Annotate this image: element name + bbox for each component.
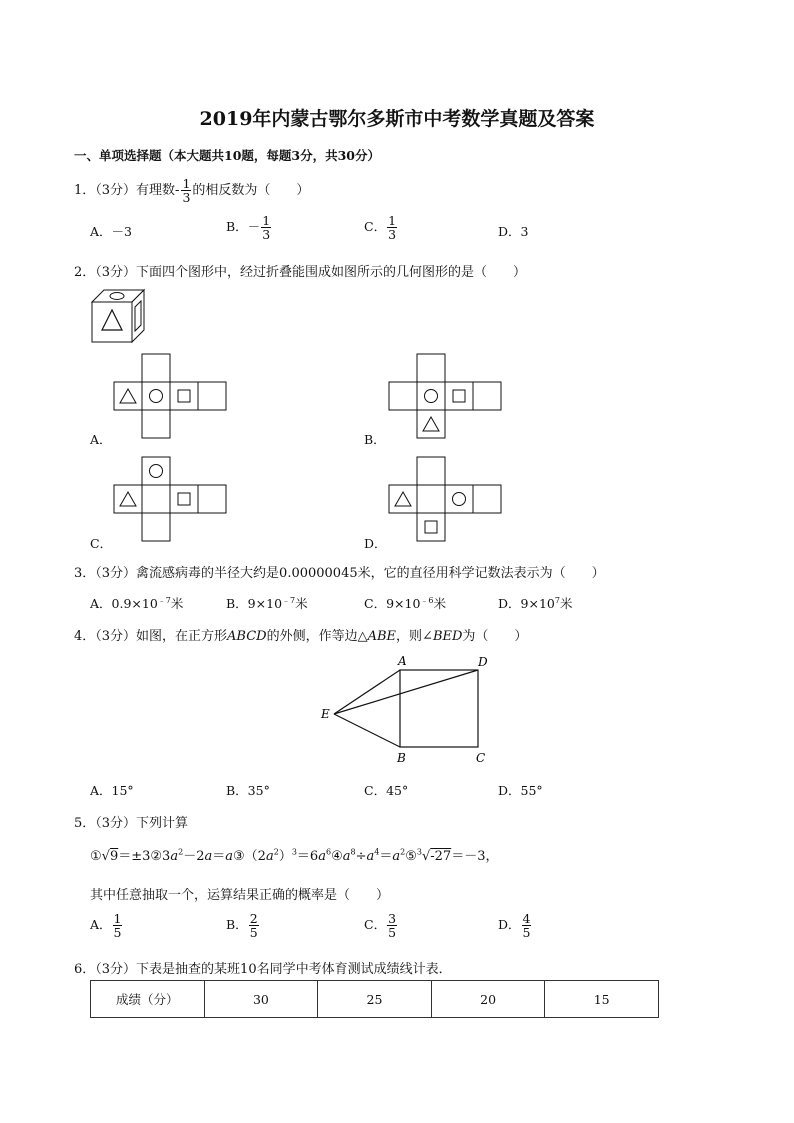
q3-option-b[interactable] [226, 594, 308, 612]
section-heading: 一、单项选择题（本大题共10题，每题3分，共30分） [74, 148, 380, 163]
q2-cube-figure [90, 288, 150, 343]
q4-abcd: ABCD [227, 629, 267, 644]
q3-b-unit: 米 [295, 596, 308, 611]
q5-b-prefix: B． [226, 917, 248, 932]
q5-e3c: ＝6 [296, 849, 319, 864]
table-cell: 30 [204, 981, 318, 1018]
q5-e1: ① [90, 849, 102, 864]
q4-label-a: A [398, 654, 407, 668]
q5-e4b: ÷ [355, 849, 367, 864]
q5-option-b[interactable] [226, 912, 260, 939]
q5-b-num: 2 [249, 911, 258, 926]
q5-e5-rest: ＝－3， [451, 849, 499, 864]
q1-option-a[interactable]: A．－3 [90, 224, 132, 239]
q4-stem-mid: 的外侧，作等边△ [266, 629, 368, 644]
q4-option-d[interactable]: D．55° [498, 783, 543, 798]
q4-option-a[interactable]: A．15° [90, 783, 134, 798]
question-2: 2．（3分）下面四个图形中，经过折叠能围成如图所示的几何图形的是（ ） [74, 265, 527, 280]
q5-a-prefix: A． [90, 917, 112, 932]
q1-option-c[interactable] [364, 214, 398, 241]
q5-c-num: 3 [388, 911, 397, 926]
question-3: 3．（3分）禽流感病毒的半径大约是0.00000045米，它的直径用科学记数法表示为（ ） [74, 566, 605, 581]
q2-net-d [388, 455, 506, 543]
q1-minus: - [175, 183, 180, 198]
q3-a-base: A．0.9×10 [90, 596, 158, 611]
q3-option-a[interactable] [90, 594, 183, 612]
q5-subquestion: 其中任意抽取一个，运算结果正确的概率是（ ） [90, 888, 390, 903]
q3-c-base: C．9×10 [364, 596, 421, 611]
q1-option-d[interactable]: D．3 [498, 224, 529, 239]
q1-stem-post: 的相反数为（ ） [192, 183, 310, 198]
q5-e1-radicand: 9 [109, 849, 119, 864]
q5-e3: ③（2 [233, 849, 266, 864]
q5-a-num: 1 [113, 911, 122, 926]
q2-option-b[interactable]: B． [364, 432, 386, 447]
q5-e4: ④ [331, 849, 343, 864]
q4-label-b: B [397, 751, 406, 765]
q4-label-c: C [476, 751, 486, 765]
q4-stem-pre: 4．（3分）如图，在正方形 [74, 629, 228, 644]
q3-d-base: D．9×10 [498, 596, 555, 611]
q5-c-fraction [387, 912, 397, 939]
q4-abe: ABE [367, 629, 397, 644]
q4-option-b[interactable]: B．35° [226, 783, 270, 798]
q5-d-den: 5 [522, 925, 531, 940]
q5-e5: ⑤ [405, 849, 417, 864]
q1-b-num: 1 [262, 213, 271, 228]
q4-label-e: E [321, 707, 330, 721]
q5-c-prefix: C． [364, 917, 387, 932]
q5-e3b: ） [278, 849, 292, 864]
q1-option-b-prefix: B．－ [226, 219, 261, 234]
q4-label-d: D [478, 655, 488, 669]
page-title: 2019年内蒙古鄂尔多斯市中考数学真题及答案 [199, 108, 595, 130]
q5-e2-rest: －2 [183, 849, 205, 864]
q5-d-num: 4 [522, 911, 531, 926]
q1-option-b-fraction [261, 214, 271, 241]
q5-b-den: 5 [249, 925, 258, 940]
q5-d-prefix: D． [498, 917, 521, 932]
q5-e5-radicand: -27 [430, 849, 452, 864]
q2-net-a [113, 352, 231, 440]
q1-fraction [181, 177, 191, 204]
q2-option-a[interactable]: A． [90, 432, 112, 447]
q5-a-fraction [113, 912, 123, 939]
q4-bed: BED [432, 629, 463, 644]
table-cell: 15 [545, 981, 659, 1018]
q3-option-d[interactable] [498, 594, 572, 612]
q4-option-c[interactable]: C．45° [364, 783, 409, 798]
table-cell-header: 成绩（分） [91, 981, 205, 1018]
q1-option-b[interactable] [226, 214, 272, 241]
cbrt-icon: √ [421, 849, 431, 864]
q2-option-d[interactable]: D． [364, 536, 387, 551]
table-row [91, 981, 659, 1018]
q4-geometry-figure [318, 652, 498, 770]
q5-option-a[interactable] [90, 912, 123, 939]
q3-d-unit: 米 [559, 596, 573, 611]
q1-option-c-prefix: C． [364, 219, 387, 234]
score-table [90, 980, 659, 1018]
q2-option-c[interactable]: C． [90, 536, 113, 551]
q5-e1-rest: ＝±3②3 [118, 849, 171, 864]
q5-e5-index: 3 [416, 847, 422, 857]
q3-option-c[interactable] [364, 594, 446, 612]
q1-c-den: 3 [388, 227, 397, 242]
q1-b-den: 3 [262, 227, 271, 242]
q1-option-c-fraction [387, 214, 397, 241]
question-6: 6．（3分）下表是抽查的某班10名同学中考体育测试成绩线计表． [74, 962, 452, 977]
q5-a-den: 5 [113, 925, 122, 940]
question-4 [74, 625, 527, 644]
q4-stem-post: 为（ ） [462, 629, 528, 644]
q1-frac-num: 1 [182, 176, 191, 191]
q3-d-exp: 7 [554, 595, 560, 605]
question-5: 5．（3分）下列计算 [74, 816, 189, 831]
q5-expressions: $①√9=\pm 3②3a^2-2a=a③(2a^2)^3=6a^6④a^8\div a^4=a^2⑤^3√-27=-3$， [90, 847, 499, 864]
sqrt-icon: √ [101, 849, 110, 864]
q3-b-base: B．9×10 [226, 596, 283, 611]
question-1 [74, 177, 309, 204]
q5-option-c[interactable] [364, 912, 398, 939]
q5-d-fraction [522, 912, 532, 939]
table-cell: 20 [431, 981, 545, 1018]
q3-b-exp: ﹣7 [282, 595, 296, 605]
q5-option-d[interactable] [498, 912, 532, 939]
q1-frac-den: 3 [182, 190, 191, 205]
q1-c-num: 1 [388, 213, 397, 228]
q1-stem-pre: 1．（3分）有理数 [74, 183, 176, 198]
q2-net-c [113, 455, 231, 543]
table-cell: 25 [318, 981, 432, 1018]
q3-c-exp: ﹣6 [420, 595, 434, 605]
q5-e4c: ＝ [379, 849, 393, 864]
q3-a-unit: 米 [170, 596, 184, 611]
q3-a-exp: ﹣7 [157, 595, 171, 605]
q4-stem-mid2: ，则∠ [396, 629, 433, 644]
q2-net-b [388, 352, 506, 440]
q3-c-unit: 米 [433, 596, 447, 611]
q5-b-fraction [249, 912, 259, 939]
q5-c-den: 5 [388, 925, 397, 940]
